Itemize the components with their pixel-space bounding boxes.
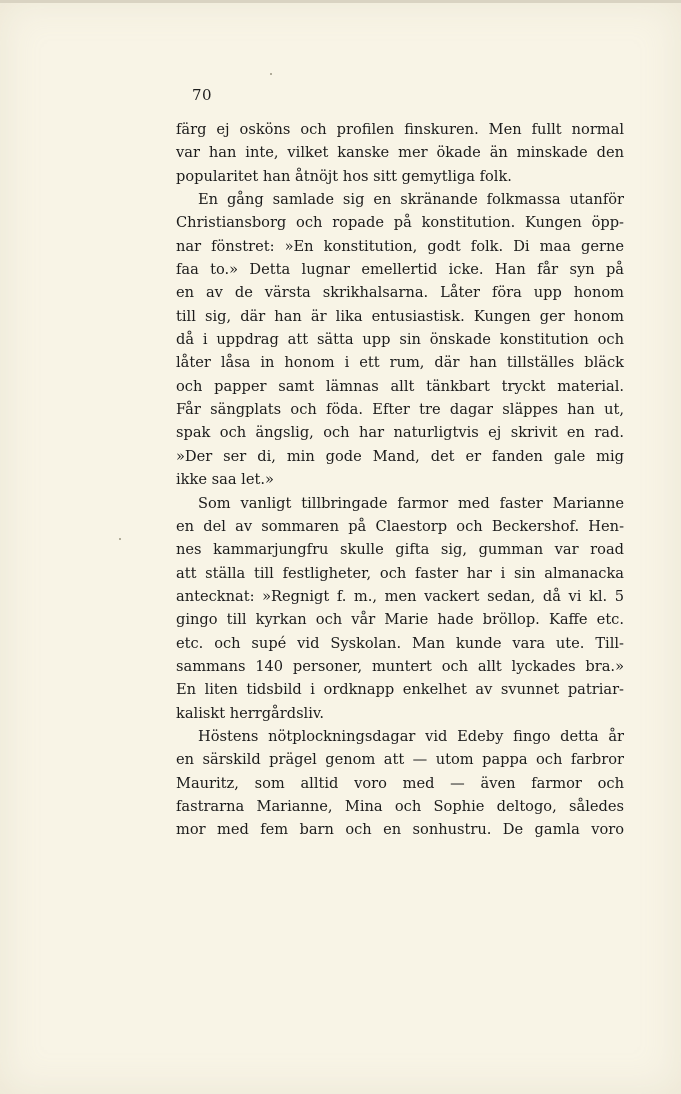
- text-line: En liten tidsbild i ordknapp enkelhet av svunnet patriar-: [176, 681, 624, 699]
- text-line: en del av sommaren på Claestorp och Beckershof. Hen-: [176, 517, 624, 535]
- text-line: var han inte, vilket kanske mer ökade än minskade den: [176, 144, 624, 162]
- text-line: gingo till kyrkan och vår Marie hade bröllop. Kaffe etc.: [176, 611, 624, 629]
- body-text: [176, 118, 624, 842]
- text-line: Som vanligt tillbringade farmor med faster Marianne: [198, 494, 624, 512]
- text-line: etc. och supé vid Syskolan. Man kunde vara ute. Till-: [176, 634, 624, 652]
- paper-speck: [119, 538, 121, 540]
- text-line: då i uppdrag att sätta upp sin önskade konstitution och: [176, 331, 624, 349]
- text-line: Får sängplats och föda. Efter tre dagar släppes han ut,: [176, 401, 624, 419]
- text-line: Höstens nötplockningsdagar vid Edeby fingo detta år: [198, 727, 624, 745]
- text-line: nar fönstret: »En konstitution, godt folk. Di maa gerne: [176, 237, 624, 255]
- text-line: ikke saa let.»: [176, 471, 274, 489]
- text-line: faa to.» Detta lugnar emellertid icke. Han får syn på: [176, 261, 624, 279]
- text-line: mor med fem barn och en sonhustru. De gamla voro: [176, 821, 624, 839]
- text-line: spak och ängslig, och har naturligtvis ej skrivit en rad.: [176, 424, 624, 442]
- paper-speck: [270, 73, 272, 75]
- text-line: fastrarna Marianne, Mina och Sophie deltogo, således: [176, 797, 624, 815]
- text-line: att ställa till festligheter, och faster har i sin almanacka: [176, 564, 624, 582]
- text-line: låter låsa in honom i ett rum, där han tillställes bläck: [176, 354, 624, 372]
- text-line: en av de värsta skrikhalsarna. Låter föra upp honom: [176, 284, 624, 302]
- text-line: Christiansborg och ropade på konstitution. Kungen öpp-: [176, 214, 624, 232]
- text-line: till sig, där han är lika entusiastisk. Kungen ger honom: [176, 307, 624, 325]
- text-line: »Der ser di, min gode Mand, det er fanden gale mig: [176, 447, 624, 465]
- text-line: sammans 140 personer, muntert och allt lyckades bra.»: [176, 657, 624, 675]
- text-line: Mauritz, som alltid voro med — även farmor och: [176, 774, 624, 792]
- page-number: 70: [192, 86, 213, 104]
- text-line: kaliskt herrgårdsliv.: [176, 704, 325, 722]
- page-top-edge: [0, 0, 681, 3]
- text-line: en särskild prägel genom att — utom pappa och farbror: [176, 751, 624, 769]
- text-line: färg ej osköns och profilen finskuren. Men fullt normal: [176, 121, 624, 138]
- text-line: En gång samlade sig en skränande folkmassa utanför: [198, 191, 624, 209]
- text-line: och papper samt lämnas allt tänkbart tryckt material.: [176, 377, 624, 395]
- text-line: antecknat: »Regnigt f. m., men vackert sedan, då vi kl. 5: [176, 587, 624, 605]
- text-line: popularitet han åtnöjt hos sitt gemytliga folk.: [176, 167, 512, 185]
- text-line: nes kammarjungfru skulle gifta sig, gumman var road: [176, 541, 624, 559]
